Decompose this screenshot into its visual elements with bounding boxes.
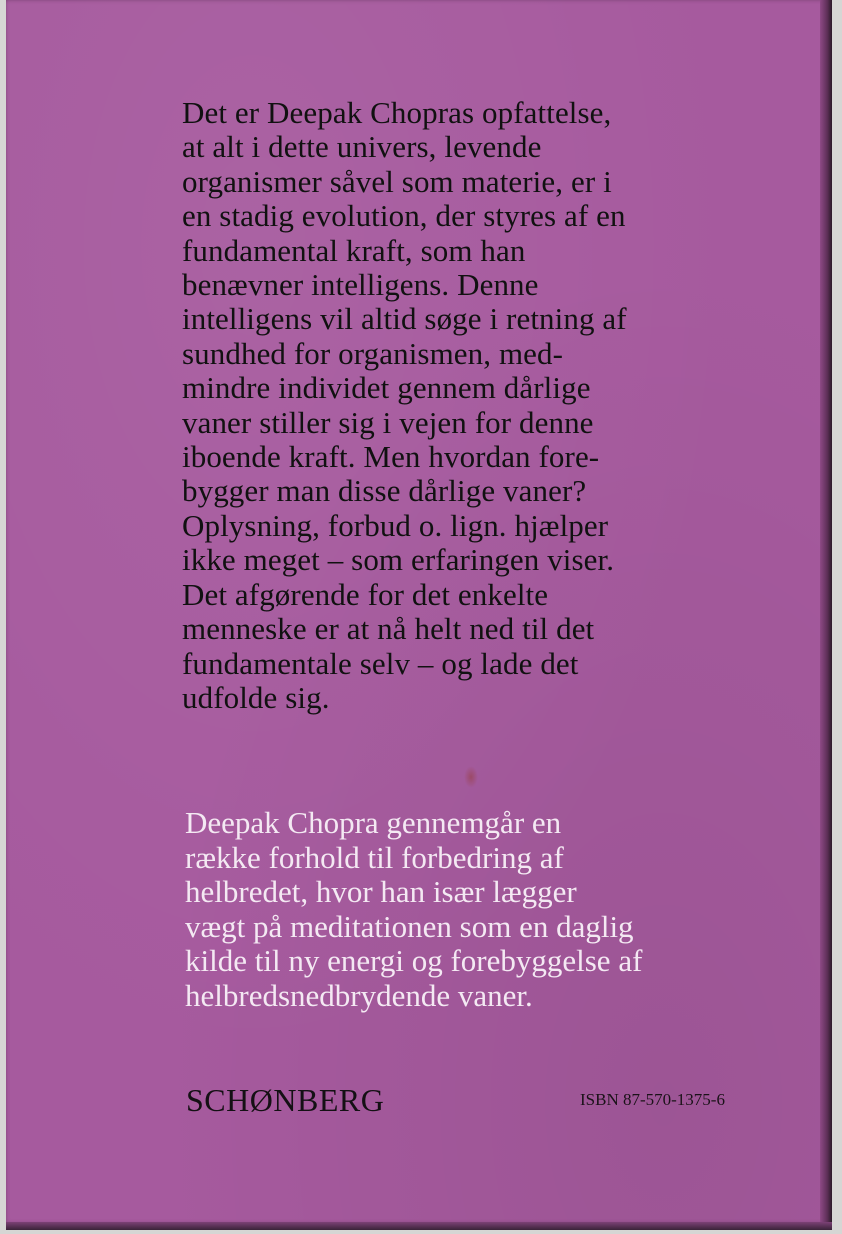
publisher-name: SCHØNBERG bbox=[186, 1082, 385, 1118]
description-line: Det afgørende for det enkelte bbox=[182, 576, 549, 612]
cover-right-edge bbox=[820, 0, 832, 1230]
back-cover bbox=[6, 0, 828, 1226]
description-line: Oplysning, forbud o. lign. hjælper bbox=[182, 507, 609, 543]
blurb-line: vægt på meditationen som en daglig bbox=[185, 908, 634, 944]
description-line: at alt i dette univers, levende bbox=[182, 129, 542, 165]
description-line: sundhed for organismen, med- bbox=[182, 335, 564, 371]
description-line: mindre individet gennem dårlige bbox=[182, 370, 591, 406]
blurb-text bbox=[185, 806, 785, 1014]
description-line: fundamental kraft, som han bbox=[182, 232, 526, 268]
description-line: intelligens vil altid søge i retning af bbox=[182, 301, 627, 337]
description-line: ikke meget – som erfaringen viser. bbox=[182, 542, 615, 578]
description-line: vaner stiller sig i vejen for denne bbox=[182, 404, 594, 440]
blurb-line: Deepak Chopra gennemgår en bbox=[185, 805, 562, 840]
stain-mark bbox=[464, 766, 478, 788]
description-line: organismer såvel som materie, er i bbox=[182, 163, 612, 199]
description-line: benævner intelligens. Denne bbox=[182, 267, 539, 303]
blurb-line: række forhold til forbedring af bbox=[185, 839, 564, 875]
description-line: Det er Deepak Chopras opfattelse, bbox=[182, 95, 612, 130]
blurb-line: helbredet, hvor han især lægger bbox=[185, 874, 577, 910]
description-line: bygger man disse dårlige vaner? bbox=[182, 473, 587, 509]
description-text bbox=[182, 96, 782, 715]
isbn-number: ISBN 87-570-1375-6 bbox=[580, 1090, 725, 1109]
cover-bottom-edge bbox=[6, 1222, 832, 1230]
description-line: udfolde sig. bbox=[182, 679, 330, 715]
description-line: iboende kraft. Men hvordan fore- bbox=[182, 439, 600, 475]
blurb-line: kilde til ny energi og forebyggelse af bbox=[185, 943, 643, 979]
description-line: en stadig evolution, der styres af en bbox=[182, 198, 626, 234]
blurb-line: helbredsnedbrydende vaner. bbox=[185, 977, 533, 1013]
description-line: fundamentale selv – og lade det bbox=[182, 645, 579, 681]
description-line: menneske er at nå helt ned til det bbox=[182, 611, 595, 647]
